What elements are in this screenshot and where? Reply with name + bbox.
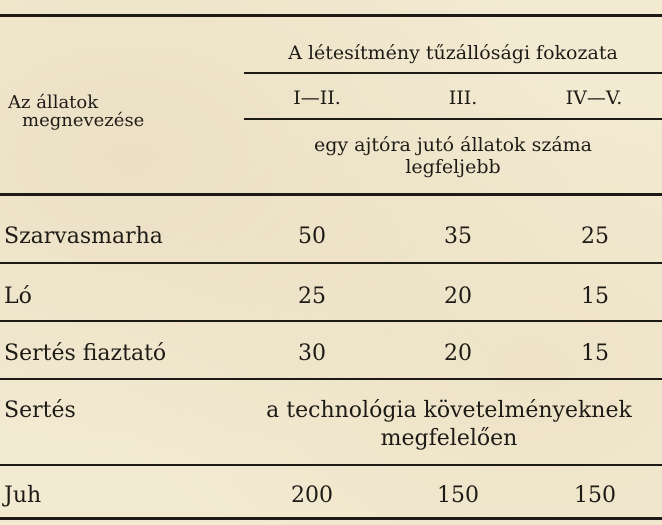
header-bottom-rule [0,193,662,196]
merged-cell-line1: a technológia követelményeknek [266,398,632,423]
group-header: A létesítmény tűzállósági fokozata [288,42,618,64]
row-value: 20 [444,341,472,366]
row-name-sertes: Sertés [4,398,76,423]
row-rule [0,464,662,466]
col-header-rule [244,118,662,120]
stub-header-line1: Az állatok [8,92,99,113]
stub-header-line2: megnevezése [22,110,145,131]
table-top-rule [0,14,662,17]
row-name-lo: Ló [4,284,32,309]
sub-header-line2: legfeljebb [405,156,501,178]
col-header-3: IV—V. [565,87,623,109]
row-value: 30 [298,341,326,366]
row-value: 200 [291,483,333,508]
row-value: 15 [581,284,609,309]
sub-header-line1: egy ajtóra jutó állatok száma [313,134,593,156]
merged-cell-line2: megfelelően [380,426,518,451]
row-value: 20 [444,284,472,309]
row-value: 25 [581,224,609,249]
row-rule [0,320,662,322]
row-value: 50 [298,224,326,249]
row-name-szarvasmarha: Szarvasmarha [4,224,163,249]
row-rule [0,378,662,380]
row-value: 35 [444,224,472,249]
col-header-1: I—II. [293,87,341,109]
row-value: 25 [298,284,326,309]
row-rule [0,262,662,264]
col-header-2: III. [448,87,478,109]
table-bottom-rule [0,517,662,520]
row-value: 150 [437,483,479,508]
group-header-rule [244,72,662,74]
row-value: 15 [581,341,609,366]
row-name-juh: Juh [4,483,42,508]
row-name-sertes-fiaztato: Sertés fiaztató [4,341,167,366]
row-value: 150 [574,483,616,508]
